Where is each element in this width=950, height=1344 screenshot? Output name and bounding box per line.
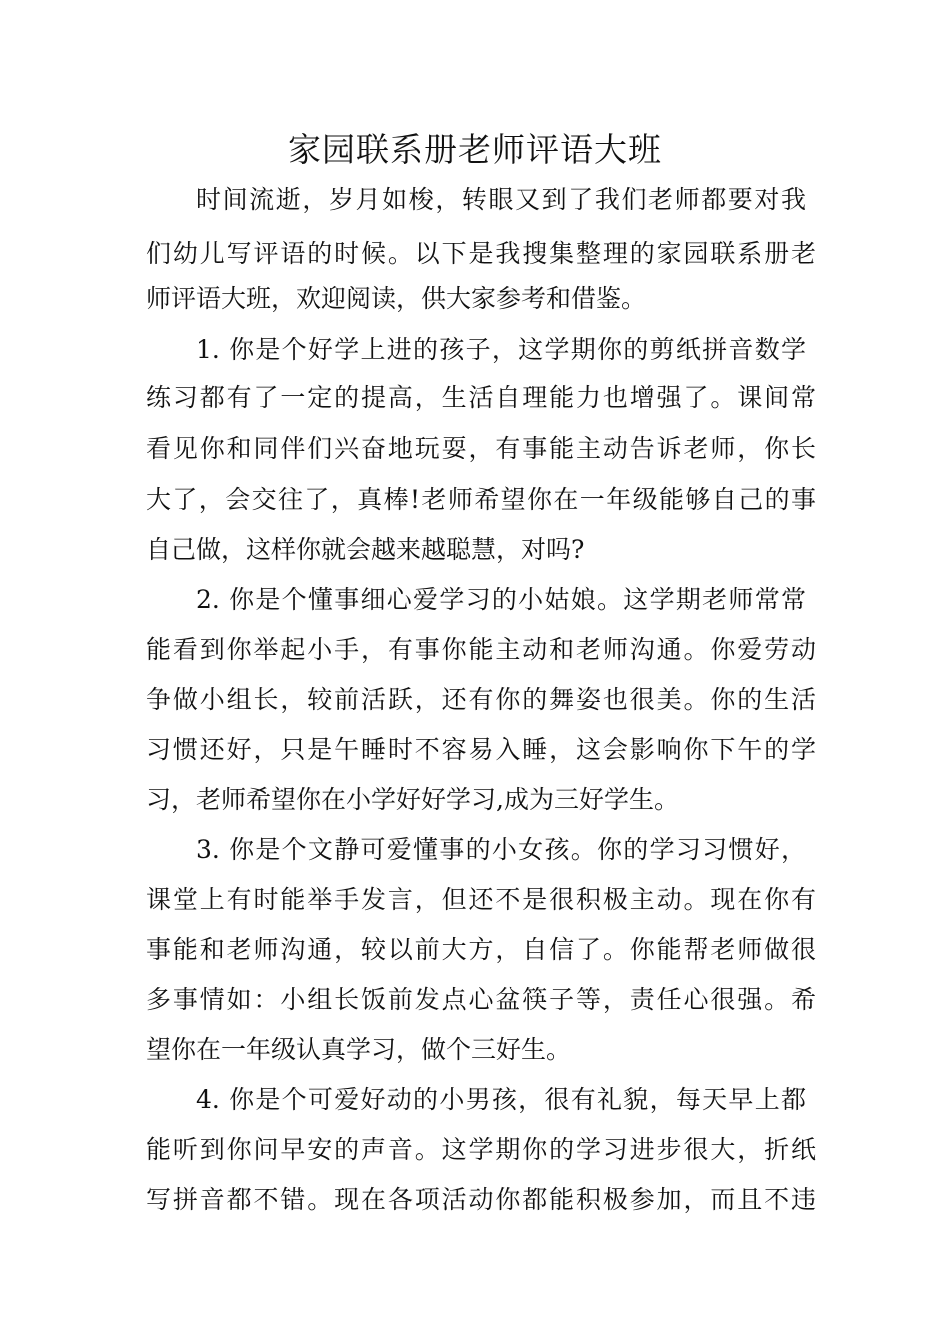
paragraph-line: 能看到你举起小手，有事你能主动和老师沟通。你爱劳动 <box>146 635 816 664</box>
paragraph-line: 能听到你问早安的声音。这学期你的学习进步很大，折纸 <box>146 1135 816 1164</box>
paragraph-line: 1. 你是个好学上进的孩子，这学期你的剪纸拼音数学 <box>196 335 806 364</box>
paragraph-line: 师评语大班，欢迎阅读，供大家参考和借鉴。 <box>146 284 647 313</box>
paragraph-line: 自己做，这样你就会越来越聪慧，对吗? <box>146 535 585 564</box>
paragraph-line: 事能和老师沟通，较以前大方，自信了。你能帮老师做很 <box>146 935 816 964</box>
paragraph-line: 看见你和同伴们兴奋地玩耍，有事能主动告诉老师，你长 <box>146 434 816 463</box>
page-title: 家园联系册老师评语大班 <box>288 130 662 169</box>
paragraph-line: 2. 你是个懂事细心爱学习的小姑娘。这学期老师常常 <box>196 585 806 614</box>
paragraph-line: 时间流逝，岁月如梭，转眼又到了我们老师都要对我 <box>196 185 806 214</box>
paragraph-line: 4. 你是个可爱好动的小男孩，很有礼貌，每天早上都 <box>196 1085 806 1114</box>
paragraph-line: 写拼音都不错。现在各项活动你都能积极参加，而且不违 <box>146 1185 816 1214</box>
paragraph-line: 练习都有了一定的提高，生活自理能力也增强了。课间常 <box>146 383 816 412</box>
paragraph-line: 课堂上有时能举手发言，但还不是很积极主动。现在你有 <box>146 885 816 914</box>
paragraph-line: 多事情如：小组长饭前发点心盆筷子等，责任心很强。希 <box>146 985 816 1014</box>
paragraph-line: 大了，会交往了，真棒!老师希望你在一年级能够自己的事 <box>146 485 816 514</box>
paragraph-line: 望你在一年级认真学习，做个三好生。 <box>146 1035 572 1064</box>
paragraph-line: 们幼儿写评语的时候。以下是我搜集整理的家园联系册老 <box>146 239 816 268</box>
paragraph-line: 3. 你是个文静可爱懂事的小女孩。你的学习习惯好， <box>196 835 806 864</box>
paragraph-line: 习惯还好，只是午睡时不容易入睡，这会影响你下午的学 <box>146 735 816 764</box>
paragraph-line: 习，老师希望你在小学好好学习,成为三好学生。 <box>146 785 679 814</box>
paragraph-line: 争做小组长，较前活跃，还有你的舞姿也很美。你的生活 <box>146 685 816 714</box>
